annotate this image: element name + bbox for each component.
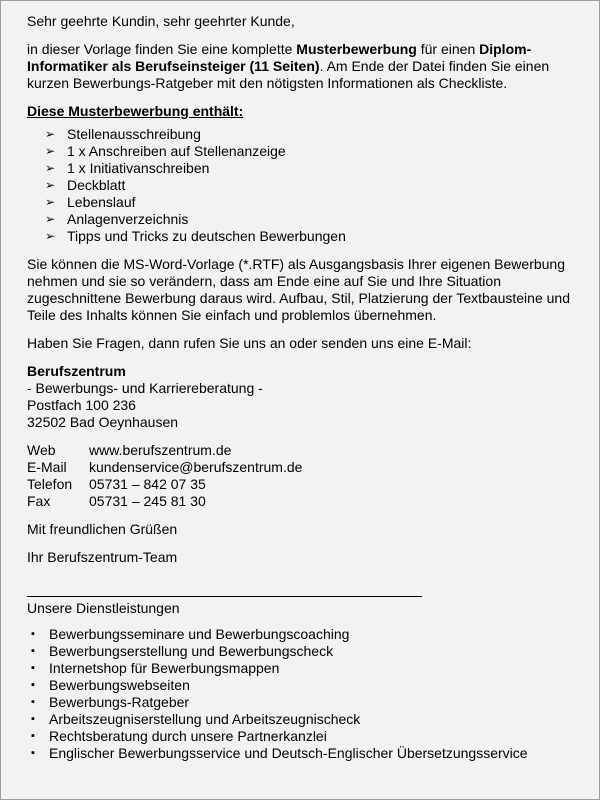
- arrow-bullet-icon: ➢: [45, 127, 56, 141]
- service-item: [31, 694, 573, 711]
- service-item: [31, 711, 573, 728]
- salutation-line: Sehr geehrte Kundin, sehr geehrter Kunde,: [27, 13, 295, 29]
- intro-text: . Am Ende der Datei finden Sie einen kurzen Bewerbungs-Ratgeber mit den nötigsten Informationen als Checkliste.: [27, 58, 550, 91]
- intro-text: für einen: [416, 41, 480, 57]
- usage-paragraph: Sie können die MS-Word-Vorlage (*.RTF) als Ausgangsbasis Ihrer eigenen Bewerbung nehmen und sie so verändern, dass am Ende eine auf Sie und Ihre Situation zugeschnittene Bewerbung daraus wird. Aufbau, Stil, Platzierung der Textbausteine und Teile des Inhalts können Sie einfach und problemlos übernehmen.: [27, 256, 570, 323]
- service-item-label: Bewerbungswebseiten: [49, 677, 190, 693]
- list-item-label: Deckblatt: [67, 177, 126, 193]
- footer-heading: Unsere Dienstleistungen: [27, 596, 422, 617]
- contact-value-web-url: www.berufszentrum.de: [89, 442, 232, 458]
- square-bullet-icon: ▪: [31, 713, 35, 725]
- intro-text: in dieser Vorlage finden Sie eine komplette: [27, 41, 297, 57]
- list-item: [45, 126, 573, 143]
- signature-line: Ihr Berufszentrum-Team: [27, 549, 178, 565]
- company-address-line2: 32502 Bad Oeynhausen: [27, 414, 179, 430]
- square-bullet-icon: ▪: [31, 696, 35, 708]
- contact-label: Telefon: [27, 476, 73, 492]
- service-item-label: Arbeitszeugniserstellung und Arbeitszeugnischeck: [49, 711, 361, 727]
- contact-value-fax-number: 05731 – 245 81 30: [89, 493, 206, 509]
- square-bullet-icon: ▪: [31, 645, 35, 657]
- service-item-label: Bewerbungsseminare und Bewerbungscoaching: [49, 626, 350, 642]
- list-item: [45, 177, 573, 194]
- contact-row-fax: [27, 493, 573, 510]
- contents-list: [27, 126, 573, 245]
- service-item-label: Internetshop für Bewerbungsmappen: [49, 660, 280, 676]
- contact-row-telefon: [27, 476, 573, 493]
- company-block: [27, 363, 573, 431]
- company-name: Berufszentrum: [27, 363, 126, 379]
- list-item-label: 1 x Initiativanschreiben: [67, 160, 210, 176]
- contact-label: Fax: [27, 493, 51, 509]
- list-item: [45, 143, 573, 160]
- services-list: [27, 626, 573, 762]
- list-item-label: 1 x Anschreiben auf Stellenanzeige: [67, 143, 286, 159]
- service-item-label: Bewerbungs-Ratgeber: [49, 694, 190, 710]
- service-item-label: Rechtsberatung durch unsere Partnerkanzlei: [49, 728, 327, 744]
- service-item-label: Bewerbungserstellung und Bewerbungscheck: [49, 643, 334, 659]
- contact-label: Web: [27, 442, 56, 458]
- list-item: [45, 228, 573, 245]
- list-item-label: Stellenausschreibung: [67, 126, 201, 142]
- bold-text-diplom-informatiker: Diplom-Informatiker als Berufseinsteiger (11 Seiten): [27, 41, 532, 74]
- bold-text-musterbewerbung: Musterbewerbung: [296, 41, 417, 57]
- closing-line: Mit freundlichen Grüßen: [27, 521, 178, 537]
- arrow-bullet-icon: ➢: [45, 212, 56, 226]
- contact-row-email: [27, 459, 573, 476]
- service-item: [31, 728, 573, 745]
- list-item-label: Anlagenverzeichnis: [67, 211, 189, 227]
- list-item: [45, 211, 573, 228]
- list-item: [45, 194, 573, 211]
- contact-label: E-Mail: [27, 459, 67, 475]
- service-item-label: Englischer Bewerbungsservice und Deutsch-Englischer Übersetzungsservice: [49, 745, 528, 761]
- company-subtitle: - Bewerbungs- und Karriereberatung -: [27, 380, 263, 396]
- contact-block: [27, 442, 573, 510]
- company-address-line1: Postfach 100 236: [27, 397, 136, 413]
- service-item: [31, 745, 573, 762]
- arrow-bullet-icon: ➢: [45, 144, 56, 158]
- arrow-bullet-icon: ➢: [45, 229, 56, 243]
- square-bullet-icon: ▪: [31, 730, 35, 742]
- intro-paragraph: [27, 41, 573, 92]
- arrow-bullet-icon: ➢: [45, 178, 56, 192]
- square-bullet-icon: ▪: [31, 662, 35, 674]
- square-bullet-icon: ▪: [31, 679, 35, 691]
- service-item: [31, 626, 573, 643]
- service-item: [31, 660, 573, 677]
- contents-heading: Diese Musterbewerbung enthält:: [27, 103, 244, 119]
- service-item: [31, 677, 573, 694]
- questions-line: Haben Sie Fragen, dann rufen Sie uns an oder senden uns eine E-Mail:: [27, 335, 472, 351]
- contact-value-phone-number: 05731 – 842 07 35: [89, 476, 206, 492]
- square-bullet-icon: ▪: [31, 628, 35, 640]
- arrow-bullet-icon: ➢: [45, 195, 56, 209]
- arrow-bullet-icon: ➢: [45, 161, 56, 175]
- list-item-label: Tipps und Tricks zu deutschen Bewerbungen: [67, 228, 346, 244]
- service-item: [31, 643, 573, 660]
- square-bullet-icon: ▪: [31, 747, 35, 759]
- contact-row-web: [27, 442, 573, 459]
- list-item: [45, 160, 573, 177]
- list-item-label: Lebenslauf: [67, 194, 136, 210]
- contact-value-email-address: kundenservice@berufszentrum.de: [89, 459, 303, 475]
